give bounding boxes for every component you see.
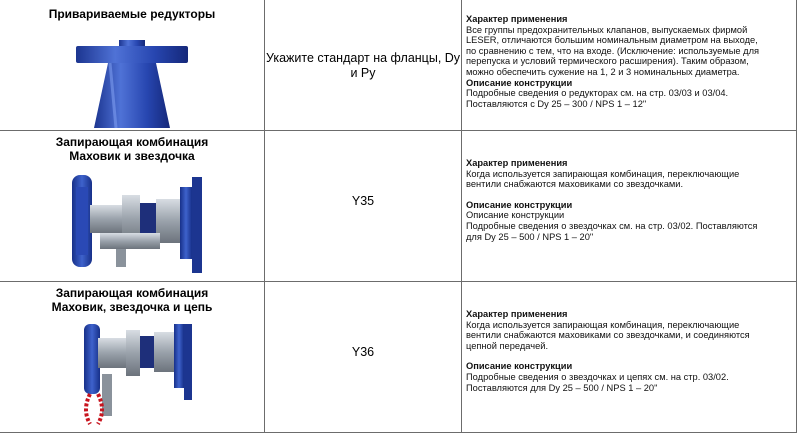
application-heading: Характер применения (466, 309, 568, 319)
design-line: Описание конструкции (466, 210, 565, 221)
application-heading: Характер применения (466, 14, 568, 24)
row-title (0, 7, 264, 21)
row-title-line: Запирающая комбинация (55, 135, 209, 149)
row-title (0, 135, 264, 163)
design-line: Подробные сведения о звездочках и цепях см. на стр. 03/02. (466, 371, 729, 382)
application-heading: Характер применения (466, 158, 568, 168)
row-title-line: Маховик и звездочка (69, 149, 195, 163)
handwheel-sprocket-illustration (60, 173, 220, 277)
row-title-line: Маховик, звездочка и цепь (51, 300, 213, 314)
option-code: Y36 (351, 345, 375, 359)
design-line: Подробные сведения о редукторах см. на стр. 03/03 и 03/04. (466, 88, 729, 99)
design-line: Поставляются с Dy 25 – 300 / NPS 1 – 12" (466, 98, 647, 109)
application-line: перепуска и условий термического расширения). Таким образом, (466, 56, 749, 67)
design-heading: Описание конструкции (466, 77, 573, 88)
design-heading: Описание конструкции (466, 199, 573, 210)
application-line: Когда используется запирающая комбинация, переключающие (466, 319, 740, 330)
row-description (466, 14, 792, 109)
row-title-line: Запирающая комбинация (55, 286, 209, 300)
row-title (0, 286, 264, 314)
design-line: Подробные сведения о звездочках см. на стр. 03/02. Поставляются (466, 220, 758, 231)
application-line: можно обеспечить сужение на 1, 2 и 3 номинальных диаметра. (466, 66, 740, 77)
option-code: Укажите стандарт на фланцы, Dy и Py (265, 51, 461, 80)
table-row (0, 131, 797, 282)
design-heading: Описание конструкции (466, 361, 573, 372)
design-line: Поставляются для Dy 25 – 500 / NPS 1 – 20" (466, 382, 658, 393)
application-line: вентили снабжаются маховиками со звездочками, и соединяются (466, 330, 750, 341)
application-line: вентили снабжаются маховиками со звездочками. (466, 179, 684, 190)
application-line: LESER, отличаются большим номинальным диаметром на выходе, (466, 35, 758, 46)
application-line: цепной передачей. (466, 340, 549, 351)
row-description (466, 309, 792, 393)
design-line: для Dy 25 – 500 / NPS 1 – 20" (466, 231, 594, 242)
welded-reducer-illustration (70, 40, 200, 130)
application-line: Все группы предохранительных клапанов, выпускаемых фирмой (466, 24, 748, 35)
application-line: по сравнению с тем, что на входе. (Исключение: используемые для (466, 45, 760, 56)
handwheel-sprocket-chain-illustration (70, 324, 200, 428)
application-line: Когда используется запирающая комбинация, переключающие (466, 168, 740, 179)
row-title-line: Привариваемые редукторы (48, 7, 216, 21)
row-description (466, 158, 792, 242)
option-code: Y35 (351, 194, 375, 208)
table-row (0, 282, 797, 433)
table-row (0, 0, 797, 131)
